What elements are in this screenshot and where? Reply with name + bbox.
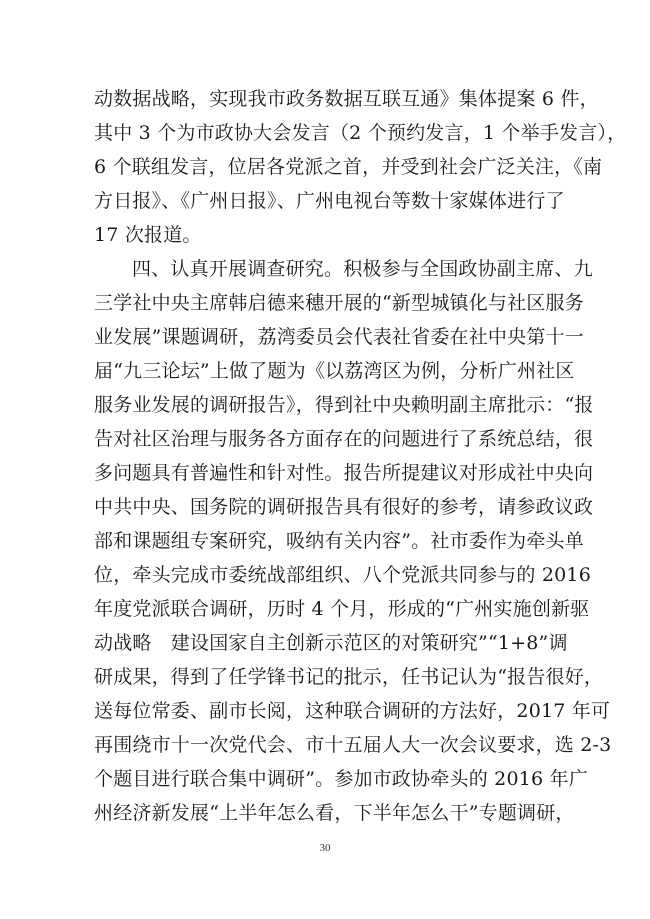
text-line: 研成果，得到了任学锋书记的批示，任书记认为“报告很好， (94, 666, 604, 688)
text-line: 方日报》、《广州日报》、广州电视台等数十家媒体进行了 (94, 190, 565, 212)
text-line: 个题目进行联合集中调研”。参加市政协牵头的 2016 年广 (94, 768, 588, 790)
text-line: 业发展”课题调研，荔湾委员会代表社省委在社中央第十一 (94, 326, 584, 348)
text-line: 州经济新发展“上半年怎么看，下半年怎么干”专题调研， (94, 802, 575, 824)
text-line: 送每位常委、副市长阅，这种联合调研的方法好，2017 年可 (94, 700, 611, 722)
paragraph-start-line: 四、认真开展调查研究。积极参与全国政协副主席、九 (132, 258, 593, 280)
text-line: 动数据战略，实现我市政务数据互联互通》集体提案 6 件， (94, 88, 599, 110)
text-line: 部和课题组专案研究，吸纳有关内容”。社市委作为牵头单 (94, 530, 584, 552)
text-line: 动战略 建设国家自主创新示范区的对策研究”“1+8”调 (94, 632, 568, 654)
text-line: 17 次报道。 (94, 224, 202, 246)
text-line: 三学社中央主席韩启德来穗开展的“新型城镇化与社区服务 (94, 292, 584, 314)
text-line: 多问题具有普遍性和针对性。报告所提建议对形成社中央向 (94, 462, 594, 484)
text-line: 6 个联组发言，位居各党派之首，并受到社会广泛关注，《南 (94, 156, 603, 178)
text-line: 再围绕市十一次党代会、市十五届人大一次会议要求，选 2-3 (94, 734, 612, 756)
text-line: 告对社区治理与服务各方面存在的问题进行了系统总结，很 (94, 428, 594, 450)
text-line: 中共中央、国务院的调研报告具有很好的参考，请参政议政 (94, 496, 594, 518)
text-line: 服务业发展的调研报告》，得到社中央赖明副主席批示：“报 (94, 394, 594, 416)
text-line: 其中 3 个为市政协大会发言（2 个预约发言，1 个举手发言）， (94, 122, 627, 144)
document-body (94, 82, 627, 830)
text-line: 届“九三论坛”上做了题为《以荔湾区为例，分析广州社区 (94, 360, 575, 382)
page-number: 30 (319, 842, 331, 854)
text-line: 年度党派联合调研，历时 4 个月，形成的“广州实施创新驱 (94, 598, 590, 620)
text-line: 位，牵头完成市委统战部组织、八个党派共同参与的 2016 (94, 564, 591, 586)
